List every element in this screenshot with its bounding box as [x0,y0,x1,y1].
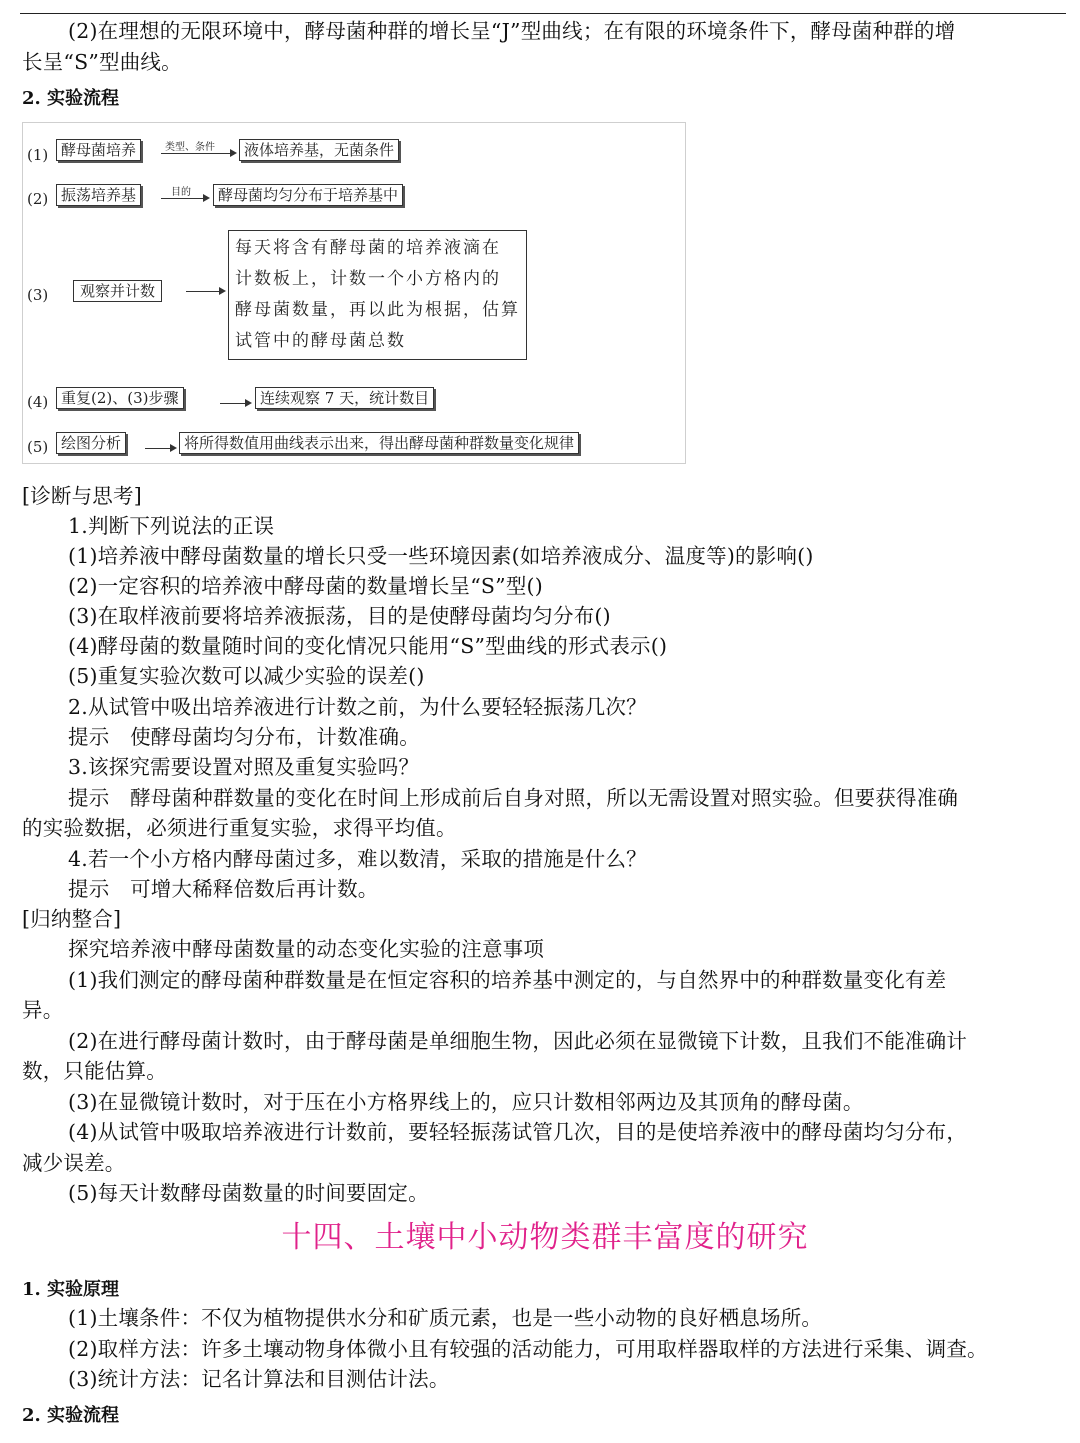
explanation-line: 计数板上，计数一个小方格内的 [235,269,501,289]
answer-2: 提示 使酵母菌均匀分布，计数准确。 [68,725,420,749]
step-number: (1) [27,146,49,164]
step-number: (4) [27,393,49,411]
question-1: 1.判断下列说法的正误 [68,514,275,538]
step-box: 绘图分析 [56,432,126,454]
principle-item: (2)取样方法：许多土壤动物身体微小且有较强的活动能力，可用取样器取样的方法进行采集、调查。 [68,1337,988,1361]
step-box: 酵母菌培养 [56,139,141,161]
step-number: (3) [27,286,49,304]
result-box: 连续观察 7 天，统计数目 [255,387,434,409]
flow-heading-2: 2. 实验流程 [22,1405,120,1426]
answer-3-continued: 的实验数据，必须进行重复实验，求得平均值。 [22,816,457,840]
judgement-item: (4)酵母菌的数量随时间的变化情况只能用“S”型曲线的形式表示() [68,634,668,658]
explanation-line: 酵母菌数量，再以此为根据，估算 [235,300,520,320]
summary-point-continued: 异。 [22,998,64,1022]
question-3: 3.该探究需要设置对照及重复实验吗？ [68,755,420,779]
flow-heading: 2. 实验流程 [22,88,120,109]
explanation-line: 每天将含有酵母菌的培养液滴在 [235,238,501,258]
arrow-label: 目的 [171,187,191,198]
summary-point: (1)我们测定的酵母菌种群数量是在恒定容积的培养基中测定的，与自然界中的种群数量变化有差 [68,968,947,992]
principle-item: (1)土壤条件：不仅为植物提供水分和矿质元素，也是一些小动物的良好栖息场所。 [68,1306,823,1330]
flow-arrow [145,448,175,449]
answer-3: 提示 酵母菌种群数量的变化在时间上形成前后自身对照，所以无需设置对照实验。但要获得准确 [68,786,959,810]
summary-intro: 探究培养液中酵母菌数量的动态变化实验的注意事项 [68,937,545,961]
paragraph-line: 长呈“S”型曲线。 [22,50,182,74]
judgement-item: (5)重复实验次数可以减少实验的误差() [68,664,425,688]
section-title: 十四、土壤中小动物类群丰富度的研究 [281,1220,809,1255]
flow-arrow [161,198,208,199]
result-box: 酵母菌均匀分布于培养基中 [213,184,403,206]
summary-point-continued: 减少误差。 [22,1151,126,1175]
flow-arrow [161,153,235,154]
summary-point: (4)从试管中吸取培养液进行计数前，要轻轻振荡试管几次，目的是使培养液中的酵母菌均匀分布， [68,1120,968,1144]
explanation-box [228,230,527,360]
principle-heading: 1. 实验原理 [22,1279,120,1300]
paragraph-line: (2)在理想的无限环境中，酵母菌种群的增长呈“J”型曲线；在有限的环境条件下，酵母菌种群的增 [68,19,956,43]
flow-arrow [186,291,224,292]
arrow-label: 类型、条件 [165,142,215,153]
result-box: 液体培养基，无菌条件 [239,139,399,161]
question-2: 2.从试管中吸出培养液进行计数之前，为什么要轻轻振荡几次？ [68,695,647,719]
summary-heading: [归纳整合] [22,907,122,931]
question-4: 4.若一个小方格内酵母菌过多，难以数清，采取的措施是什么？ [68,847,647,871]
step-box: 观察并计数 [73,280,162,302]
step-box: 重复(2)、(3)步骤 [56,387,184,409]
result-box: 将所得数值用曲线表示出来，得出酵母菌种群数量变化规律 [179,432,579,454]
summary-point: (3)在显微镜计数时，对于压在小方格界线上的，应只计数相邻两边及其顶角的酵母菌。 [68,1090,864,1114]
answer-4: 提示 可增大稀释倍数后再计数。 [68,877,379,901]
summary-point: (5)每天计数酵母菌数量的时间要固定。 [68,1181,429,1205]
top-divider [20,13,1066,14]
judgement-item: (2)一定容积的培养液中酵母菌的数量增长呈“S”型() [68,574,543,598]
step-box: 振荡培养基 [56,184,141,206]
flow-arrow [220,403,250,404]
summary-point: (2)在进行酵母菌计数时，由于酵母菌是单细胞生物，因此必须在显微镜下计数，且我们不能准确计 [68,1029,968,1053]
experiment-flow-diagram [22,122,686,464]
summary-point-continued: 数，只能估算。 [22,1059,167,1083]
judgement-item: (1)培养液中酵母菌数量的增长只受一些环境因素(如培养液成分、温度等)的影响() [68,544,814,568]
judgement-item: (3)在取样液前要将培养液振荡，目的是使酵母菌均匀分布() [68,604,611,628]
step-number: (2) [27,190,49,208]
step-number: (5) [27,438,49,456]
diagnosis-heading: [诊断与思考] [22,484,142,508]
principle-item: (3)统计方法：记名计算法和目测估计法。 [68,1367,450,1391]
explanation-line: 试管中的酵母菌总数 [235,331,406,351]
